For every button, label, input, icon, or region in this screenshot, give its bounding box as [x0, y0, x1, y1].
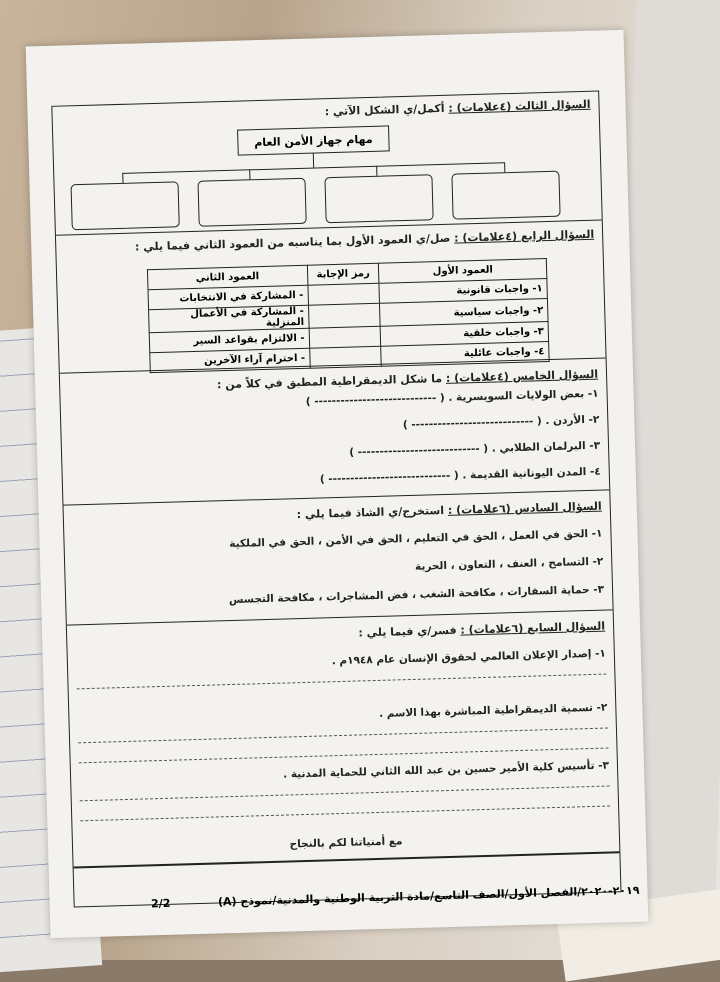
diagram-drop	[376, 166, 377, 176]
q3-heading	[325, 98, 591, 118]
q6-item: ١- الحق في العمل ، الحق في التعليم ، الحق في الأمن ، الحق في الملكية	[229, 527, 603, 551]
q3-title: السؤال الثالث (٤علامات) :	[448, 97, 591, 115]
answer-line[interactable]	[77, 674, 607, 690]
page-number: 2/2	[150, 896, 171, 911]
answer-line[interactable]	[78, 728, 608, 744]
diagram-drop	[504, 162, 505, 172]
diagram-answer-box[interactable]	[324, 174, 433, 223]
header-second-column: العمود الثاني	[147, 265, 307, 289]
exam-frame	[51, 91, 621, 908]
diagram-drop	[249, 169, 250, 179]
diagram-root-box: مهام جهاز الأمن العام	[237, 125, 390, 155]
q5-heading	[217, 368, 598, 392]
footer-text: ٢٠١٩-٢٠٢٠/الفصل الأول/الصف التاسع/مادة التربية الوطنية والمدنية/نموذج (A)	[217, 883, 640, 909]
second-column-cell: - المشاركة في الانتخابات	[148, 285, 308, 309]
q4-title: السؤال الرابع (٤علامات) :	[453, 227, 595, 245]
header-first-column: العمود الأول	[379, 259, 547, 284]
q6-heading	[297, 500, 602, 522]
answer-line[interactable]	[80, 806, 610, 822]
q7-heading	[358, 620, 605, 640]
diagram-drop	[122, 173, 123, 183]
q3-instruction: أكمل/ي الشكل الآتي :	[324, 101, 445, 119]
first-column-cell: ٢- واجبات سياسية	[380, 299, 548, 327]
first-column-cell: ٤- واجبات عائلية	[381, 342, 549, 367]
q7-item: ١- إصدار الإعلان العالمي لحقوق الإنسان عام ١٩٤٨م .	[331, 647, 607, 668]
first-column-cell: ٣- واجبات خلقية	[381, 322, 549, 347]
q4-instruction: صل/ي العمود الأول بما يناسبه من العمود الثاني فيما يلي :	[134, 231, 451, 254]
matching-table	[147, 258, 550, 373]
q6-instruction: استخرج/ي الشاذ فيما يلي :	[296, 504, 445, 522]
diagram-answer-box[interactable]	[197, 178, 306, 227]
q5-item: ٢- الأردن . ( ---------------------------- )	[402, 413, 600, 432]
answer-code-cell[interactable]	[308, 303, 380, 328]
diagram-stem	[313, 154, 314, 168]
diagram-answer-box[interactable]	[451, 171, 560, 220]
q6-title: السؤال السادس (٦علامات) :	[447, 499, 602, 517]
answer-code-cell[interactable]	[308, 283, 380, 305]
q7-instruction: فسر/ي فيما يلي :	[358, 623, 457, 640]
second-column-cell: - احترام آراء الآخرين	[150, 348, 310, 372]
q7-item: ٣- تأسيس كلية الأمير حسين بن عبد الله الثاني للحماية المدنية .	[283, 759, 610, 781]
diagram-answer-box[interactable]	[71, 181, 180, 230]
first-column-cell: ١- واجبات قانونية	[379, 279, 547, 304]
q5-title: السؤال الخامس (٤علامات) :	[445, 367, 599, 385]
q5-item: ١- بعض الولايات السويسرية . ( ---------------------------- )	[305, 387, 599, 408]
second-column-cell: - المشاركة في الأعمال المنزلية	[149, 305, 309, 332]
q6-item: ٢- التسامح ، العنف ، التعاون ، الحرية	[414, 555, 604, 573]
q5-instruction: ما شكل الديمقراطية المطبق في كلاً من :	[216, 372, 443, 392]
second-column-cell: - الالتزام بقواعد السير	[149, 328, 309, 352]
answer-line[interactable]	[80, 786, 610, 802]
answer-code-cell[interactable]	[309, 326, 381, 348]
exam-paper	[26, 30, 649, 938]
closing-wish: مع أمنياتنا لكم بالنجاح	[289, 835, 403, 851]
q5-item: ٤- المدن اليونانية القديمة . ( ---------------------------- )	[319, 465, 601, 486]
q6-item: ٣- حماية السفارات ، مكافحة الشغب ، فض المشاجرات ، مكافحة التجسس	[228, 583, 605, 607]
q5-item: ٣- البرلمان الطلابي . ( ---------------------------- )	[349, 439, 601, 459]
q7-title: السؤال السابع (٦علامات) :	[460, 619, 606, 637]
header-answer-code: رمز الإجابة	[307, 263, 379, 285]
q7-item: ٢- تسمية الديمقراطية المباشرة بهذا الاسم .	[379, 701, 608, 720]
